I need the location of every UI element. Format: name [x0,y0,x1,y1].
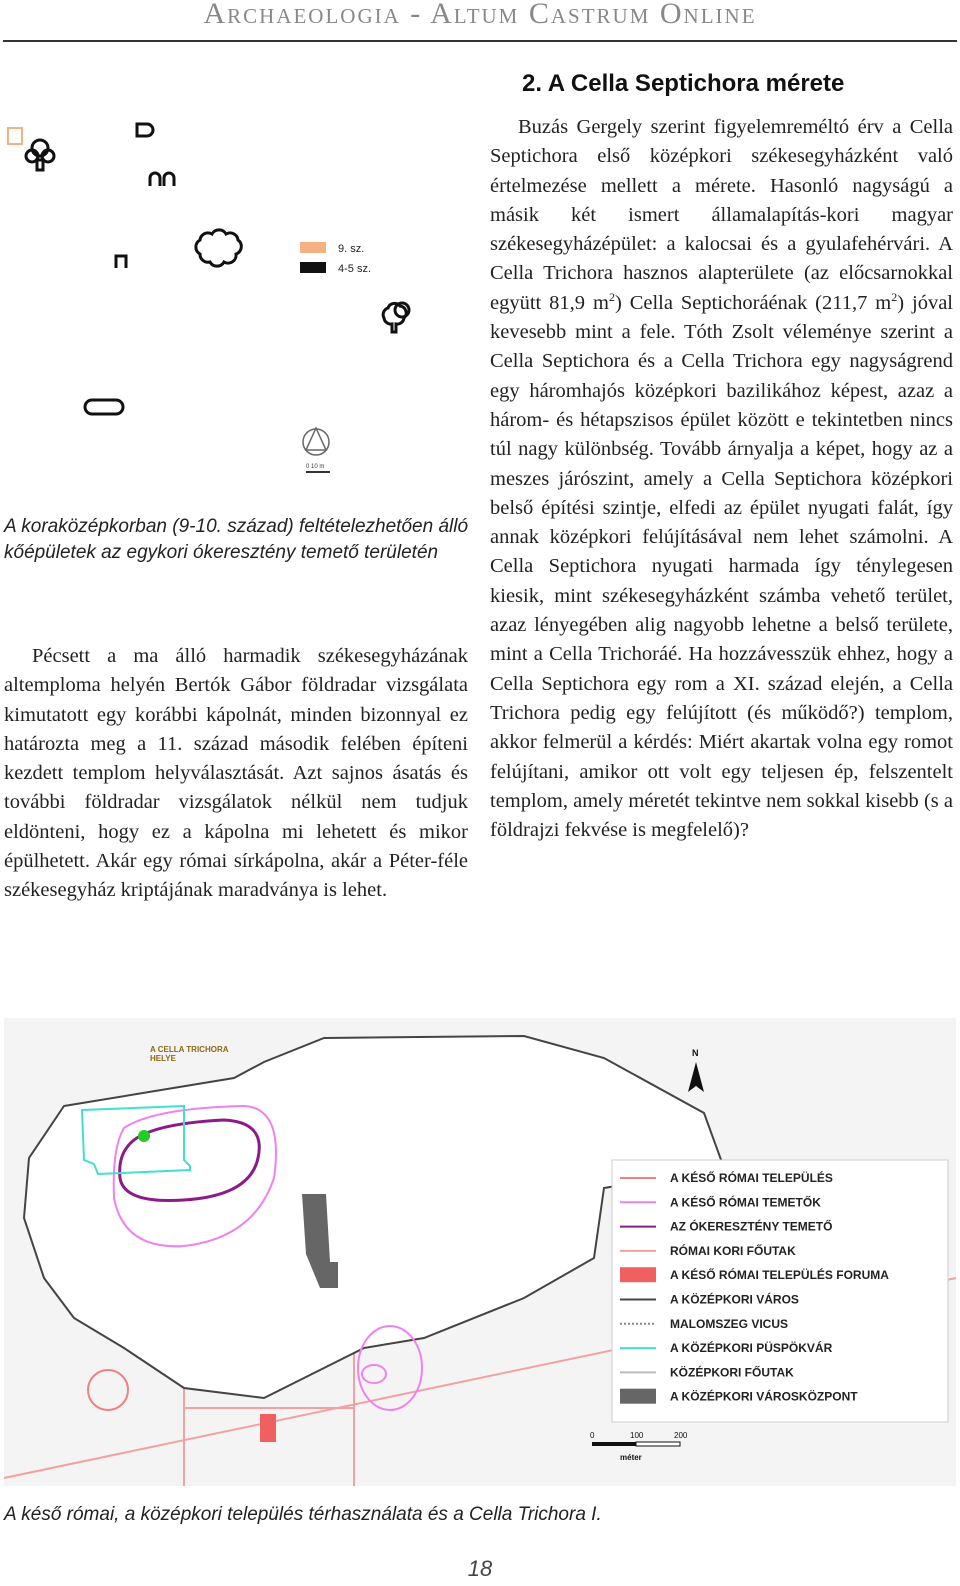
settlement-map [4,1018,956,1486]
north-label: N [692,1048,699,1058]
place-label-line1: A CELLA TRICHORA [150,1045,229,1054]
legend-label: A KÖZÉPKORI VÁROSKÖZPONT [670,1389,858,1404]
late-roman-forum [260,1414,276,1442]
legend-symbol [620,1389,656,1404]
plan-cross-shaped [8,128,54,170]
legend-swatch-4-5 [300,262,326,273]
superscript-a: 2 [608,289,615,304]
legend-label: A KÖZÉPKORI VÁROS [670,1292,799,1307]
section-heading: 2. A Cella Septichora mérete [522,70,845,97]
legend-label: A KÖZÉPKORI PÜSPÖKVÁR [670,1341,833,1356]
paragraph-part-c: ) jóval kevesebb mint a fele. Tóth Zsolt véleménye szerint a Cella Septichora és a Cella Trichora egy nagyságrend egy háromhajós középkori bazilikához képest, azaz a három- és hétapszisos épület között e tekintetben nincs túl nagy különbség. Tovább árnyalja a képet, hogy az a meszes járószint, amely a Cella Septichora középkori belső építési szintje, elfedi az épület nyugati falát, így annak középkori felújításával nem lehet számolni. A Cella Septichora nyugati harmada így ténylegesen kiesik, mint székesegyházként számba vehető terület, azaz lényegében alig nagyobb lehetne a belső területe, mint a Cella Trichoráé. Ha hozzávesszük ehhez, hogy a Cella Septichora egy rom a XI. század elején, a Cella Trichora pedig egy felújított (és működő?) templom, akkor felmerül a kérdés: Miért akartak volna egy romot felújítani, amikor ott volt egy teljesen ép, felszentelt templom, amely méretét tekintve nem sokkal kisebb (s a földrajzi fekvése is megfelelő)? [490,291,953,842]
building-plans-figure [0,110,372,510]
plan-apse-small [137,124,153,136]
svg-text:méter: méter [620,1453,642,1462]
legend-label: KÖZÉPKORI FŐUTAK [670,1365,794,1380]
running-header: Archaeologia - Altum Castrum Online [203,0,757,30]
legend-label-9: 9. sz. [338,243,365,255]
legend-label-4-5: 4-5 sz. [338,263,372,275]
plan-septichora [196,230,241,266]
superscript-b: 2 [891,289,898,304]
legend-label: A KÉSŐ RÓMAI TELEPÜLÉS FORUMA [670,1268,889,1283]
svg-text:0: 0 [590,1431,595,1440]
svg-text:100: 100 [630,1431,644,1440]
legend-symbol [620,1267,656,1282]
left-column-text: Pécsett a ma álló harmadik székesegyházának altemploma helyén Bertók Gábor földradar vizsgálata kimutatott egy korábbi kápolnát, minden bizonnyal ez határozta meg a 11. század második felében építeni kezdett templom helyválasztását. Azt sajnos ásatás és további földradar vizsgálatok nélkül nem tudjuk eldönteni, hogy ez a kápolna mi lehetett és mikor épülhetett. Akár egy római sírkápolna, akár a Péter-féle székesegyház kriptájának maradványa is lehet. [4,645,468,902]
legend-label: RÓMAI KORI FŐUTAK [670,1243,796,1258]
paragraph-part-b: ) Cella Septichoráénak (211,7 m [614,291,892,314]
header-rule [3,40,957,42]
page-number: 18 [467,1556,493,1581]
plan-rect-apse [85,400,123,414]
legend-label: A KÉSŐ RÓMAI TELEPÜLÉS [670,1171,833,1185]
svg-text:200: 200 [674,1431,688,1440]
right-column-text [490,113,953,845]
figure-caption-2: A késő római, a középkori település térhasználata és a Cella Trichora I. [4,1504,602,1525]
plan-double-apse [150,173,174,186]
cella-trichora-marker [138,1130,150,1142]
paragraph-part-a: Buzás Gergely szerint figyelemreméltó érv a Cella Septichora első középkori székesegyházként való értelmezése mellett a mérete. Hasonló nagyságú a másik két ismert államalapítás-kori magyar székesegyházépület: a kalocsai és a gyulafehérvári. A Cella Trichora hasznos alapterülete (az előcsarnokkal együtt 81,9 m [490,116,953,314]
scale-label: 0 10 m [306,464,325,470]
legend-label: A KÉSŐ RÓMAI TEMETŐK [670,1195,821,1210]
legend-label: MALOMSZEG VICUS [670,1316,789,1331]
figure-caption-1: A koraközépkorban (9-10. század) feltételezhetően álló kőépületek az egykori ókeresztény temető területén [4,516,469,563]
legend-swatch-9 [300,242,326,253]
legend-label: AZ ÓKERESZTÉNY TEMETŐ [670,1219,833,1234]
north-arrow-icon [303,428,329,455]
plan-small-rect [116,256,126,268]
place-label-line2: HELYE [150,1054,176,1063]
